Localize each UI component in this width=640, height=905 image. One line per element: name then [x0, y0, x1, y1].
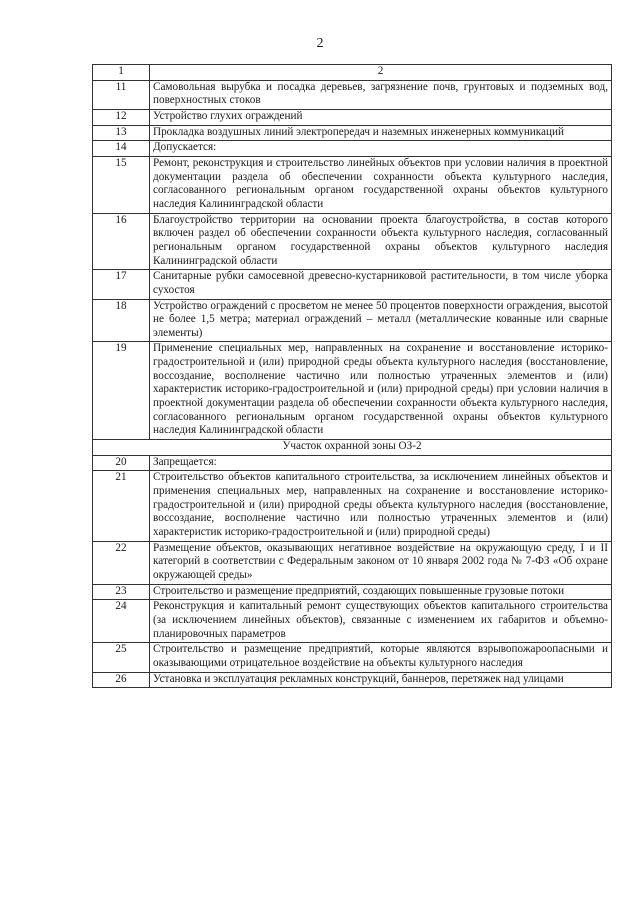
row-text: Устройство ограждений с просветом не менее 50 процентов поверхности ограждения, высотой не более 1,5 метра; материал ограждений – металл (металлические кованные или сварные элементы) [150, 299, 612, 342]
row-text: Строительство и размещение предприятий, создающих повышенные грузовые потоки [150, 584, 612, 600]
row-number: 24 [93, 600, 150, 643]
table-row [93, 141, 612, 157]
table-row [93, 109, 612, 125]
row-number: 14 [93, 141, 150, 157]
table-row [93, 125, 612, 141]
row-number: 21 [93, 471, 150, 541]
header-col-2: 2 [150, 65, 612, 81]
table-row [93, 213, 612, 270]
row-text: Допускается: [150, 141, 612, 157]
table-row [93, 600, 612, 643]
section-row [93, 440, 612, 456]
row-text: Установка и эксплуатация рекламных конструкций, баннеров, перетяжек над улицами [150, 672, 612, 688]
table-row [93, 156, 612, 213]
row-text: Ремонт, реконструкция и строительство линейных объектов при условии наличия в проектной документации раздела об обеспечении сохранности объекта культурного наследия, согласованного региональным органом государственной охраны объектов культурного наследия Калининградской области [150, 156, 612, 213]
row-number: 20 [93, 455, 150, 471]
row-text: Прокладка воздушных линий электропередач и наземных инженерных коммуникаций [150, 125, 612, 141]
row-text: Строительство объектов капитального строительства, за исключением линейных объектов и применения специальных мер, направленных на сохранение и восстановление историко-градостроительной и (или) природной среды объекта культурного наследия (восстановление, воссоздание, восполнение частично или полностью утраченных элементов и (или) характеристик историко-градостроительной и (или) природной среды) [150, 471, 612, 541]
row-number: 16 [93, 213, 150, 270]
header-col-1: 1 [93, 65, 150, 81]
table-row [93, 672, 612, 688]
table-row [93, 584, 612, 600]
row-text: Санитарные рубки самосевной древесно-кустарниковой растительности, в том числе уборка сухостоя [150, 270, 612, 299]
row-number: 18 [93, 299, 150, 342]
row-text: Применение специальных мер, направленных на сохранение и восстановление историко-градостроительной и (или) природной среды объекта культурного наследия (восстановление, воссоздание, восполнение частично или полностью утраченных элементов и (или) характеристик историко-градостроительной и (или) природной среды) при условии наличия в проектной документации раздела об обеспечении сохранности объекта культурного наследия, согласованного региональным органом государственной охраны объектов культурного наследия Калининградской области [150, 342, 612, 440]
row-text: Запрещается: [150, 455, 612, 471]
table-row [93, 455, 612, 471]
table-row [93, 342, 612, 440]
row-text: Устройство глухих ограждений [150, 109, 612, 125]
row-text: Самовольная вырубка и посадка деревьев, загрязнение почв, грунтовых и подземных вод, поверхностных стоков [150, 80, 612, 109]
row-number: 12 [93, 109, 150, 125]
regulations-table [92, 64, 612, 688]
row-number: 25 [93, 643, 150, 672]
table-row [93, 270, 612, 299]
row-number: 17 [93, 270, 150, 299]
row-text: Реконструкция и капитальный ремонт существующих объектов капитального строительства (за исключением линейных объектов), связанные с изменением их габаритов и объемно-планировочных параметров [150, 600, 612, 643]
section-title: Участок охранной зоны ОЗ-2 [93, 440, 612, 456]
table-row [93, 643, 612, 672]
row-number: 11 [93, 80, 150, 109]
row-number: 23 [93, 584, 150, 600]
row-number: 15 [93, 156, 150, 213]
table-row [93, 471, 612, 541]
page-number: 2 [316, 36, 324, 51]
row-number: 13 [93, 125, 150, 141]
table-header-row [93, 65, 612, 81]
row-number: 22 [93, 541, 150, 584]
row-number: 19 [93, 342, 150, 440]
table-row [93, 299, 612, 342]
row-text: Строительство и размещение предприятий, которые являются взрывопожароопасными и оказывающими отрицательное воздействие на объекты культурного наследия [150, 643, 612, 672]
table-row [93, 80, 612, 109]
row-text: Благоустройство территории на основании проекта благоустройства, в состав которого включен раздел об обеспечении сохранности объекта культурного наследия, согласованный региональным органом государственной охраны объектов культурного наследия Калининградской области [150, 213, 612, 270]
row-text: Размещение объектов, оказывающих негативное воздействие на окружающую среду, I и II категорий в соответствии с Федеральным законом от 10 января 2002 года № 7-ФЗ «Об охране окружающей среды» [150, 541, 612, 584]
row-number: 26 [93, 672, 150, 688]
table-row [93, 541, 612, 584]
